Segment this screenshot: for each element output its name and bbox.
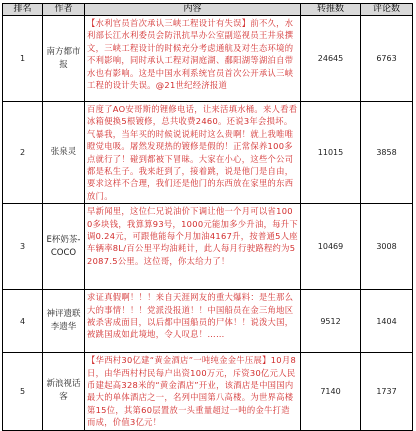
rank-cell: 2 — [3, 102, 43, 204]
comments-cell: 3008 — [361, 204, 413, 290]
author-cell: 南方都市报 — [43, 16, 85, 102]
post-text: 【华西村30亿建“黄金酒店”一吨纯金金牛压展】10月8日，由华西村村民每户出资100万元，斥资30亿元人民币建起高328米的“黄金酒店”开业，该酒店是中国国内最大的单体酒店之一，名列中国第八高楼。为世界高楼第15位，其第60层置放一头重量超过一吨的金牛打造而成，价值3亿元！ — [87, 355, 297, 428]
comments-cell: 1404 — [361, 290, 413, 353]
header-content: 内容 — [85, 4, 301, 16]
content-cell — [85, 102, 301, 204]
reposts-cell: 10469 — [301, 204, 361, 290]
table-row — [3, 353, 413, 430]
comments-cell: 3858 — [361, 102, 413, 204]
table-row — [3, 16, 413, 102]
author-cell: 张泉灵 — [43, 102, 85, 204]
content-cell — [85, 290, 301, 353]
post-text: 【水利官员首次承认三峡工程设计有失误】前不久，水利部长江水利委员会防汛抗旱办公室副巡视员王井泉撰文，三峡工程设计的时候充分考虑通航及对生态环境的不利影响，同时承认工程对洞庭湖、鄱阳湖等湖泊自带水也有影响。这是中国水利系统官员首次公开承认三峡工程的设计失误。@21世纪经济报道 — [87, 18, 294, 91]
rank-cell: 1 — [3, 16, 43, 102]
post-text: 求证真假啊！！！来自天涯网友的重大爆料：是生那么大的事情！！！党派没报道！！中国船员在金三角地区被杀害成面目，以后都中国船员的尸体！！说泼大国，被跳国成如此境地，令人叹息！…… — [87, 292, 294, 340]
table-row — [3, 204, 413, 290]
reposts-cell: 9512 — [301, 290, 361, 353]
content-cell — [85, 204, 301, 290]
header-comments: 评论数 — [361, 4, 413, 16]
post-text: 百度了AO安哥斯的锂修电话，让来活填水桶。来人看看冰箱便换5根镀修，总共收费2460。还说3年会损坏。气暴我，当年买的时候说说耗时这么贵啊！就上我唯唯瞪觉电吸。屠然发现热的镀修是假的！正常保养100多点就行了！碰到都被下冒昧。大家在小心，这些个公司都是私生子。我来赶到了，接着跳，说是他门是自由，要求这样不合理，我们还是他门的东西放在家里的东西放门。 — [87, 104, 298, 201]
author-cell: 新浪视话客 — [43, 353, 85, 430]
header-rank: 排名 — [3, 4, 43, 16]
comments-cell: 6763 — [361, 16, 413, 102]
header-author: 作者 — [43, 4, 85, 16]
content-cell — [85, 353, 301, 430]
comments-cell: 1737 — [361, 353, 413, 430]
ranking-table — [2, 3, 413, 431]
author-cell: 神评遗联李遗华 — [43, 290, 85, 353]
table-row — [3, 290, 413, 353]
header-row — [3, 4, 413, 16]
rank-cell: 3 — [3, 204, 43, 290]
reposts-cell: 11015 — [301, 102, 361, 204]
content-cell — [85, 16, 301, 102]
reposts-cell: 24645 — [301, 16, 361, 102]
rank-cell: 4 — [3, 290, 43, 353]
post-text: 早新闻里，这位仁兄说油价下调让他一个月可以省1000多块钱，我算算93号，1000元能加多少升油，每升下调0.24元，可跟他能每个月加油4167升，按普通5人座车辆率8L/百公里平均油耗计，此人每月行驶路程约为52087.5公里。这位哥，你太给力了！ — [87, 206, 298, 266]
reposts-cell: 7140 — [301, 353, 361, 430]
rank-cell: 5 — [3, 353, 43, 430]
header-reposts: 转推数 — [301, 4, 361, 16]
table-row — [3, 102, 413, 204]
author-cell: E杯奶茶-COCO — [43, 204, 85, 290]
